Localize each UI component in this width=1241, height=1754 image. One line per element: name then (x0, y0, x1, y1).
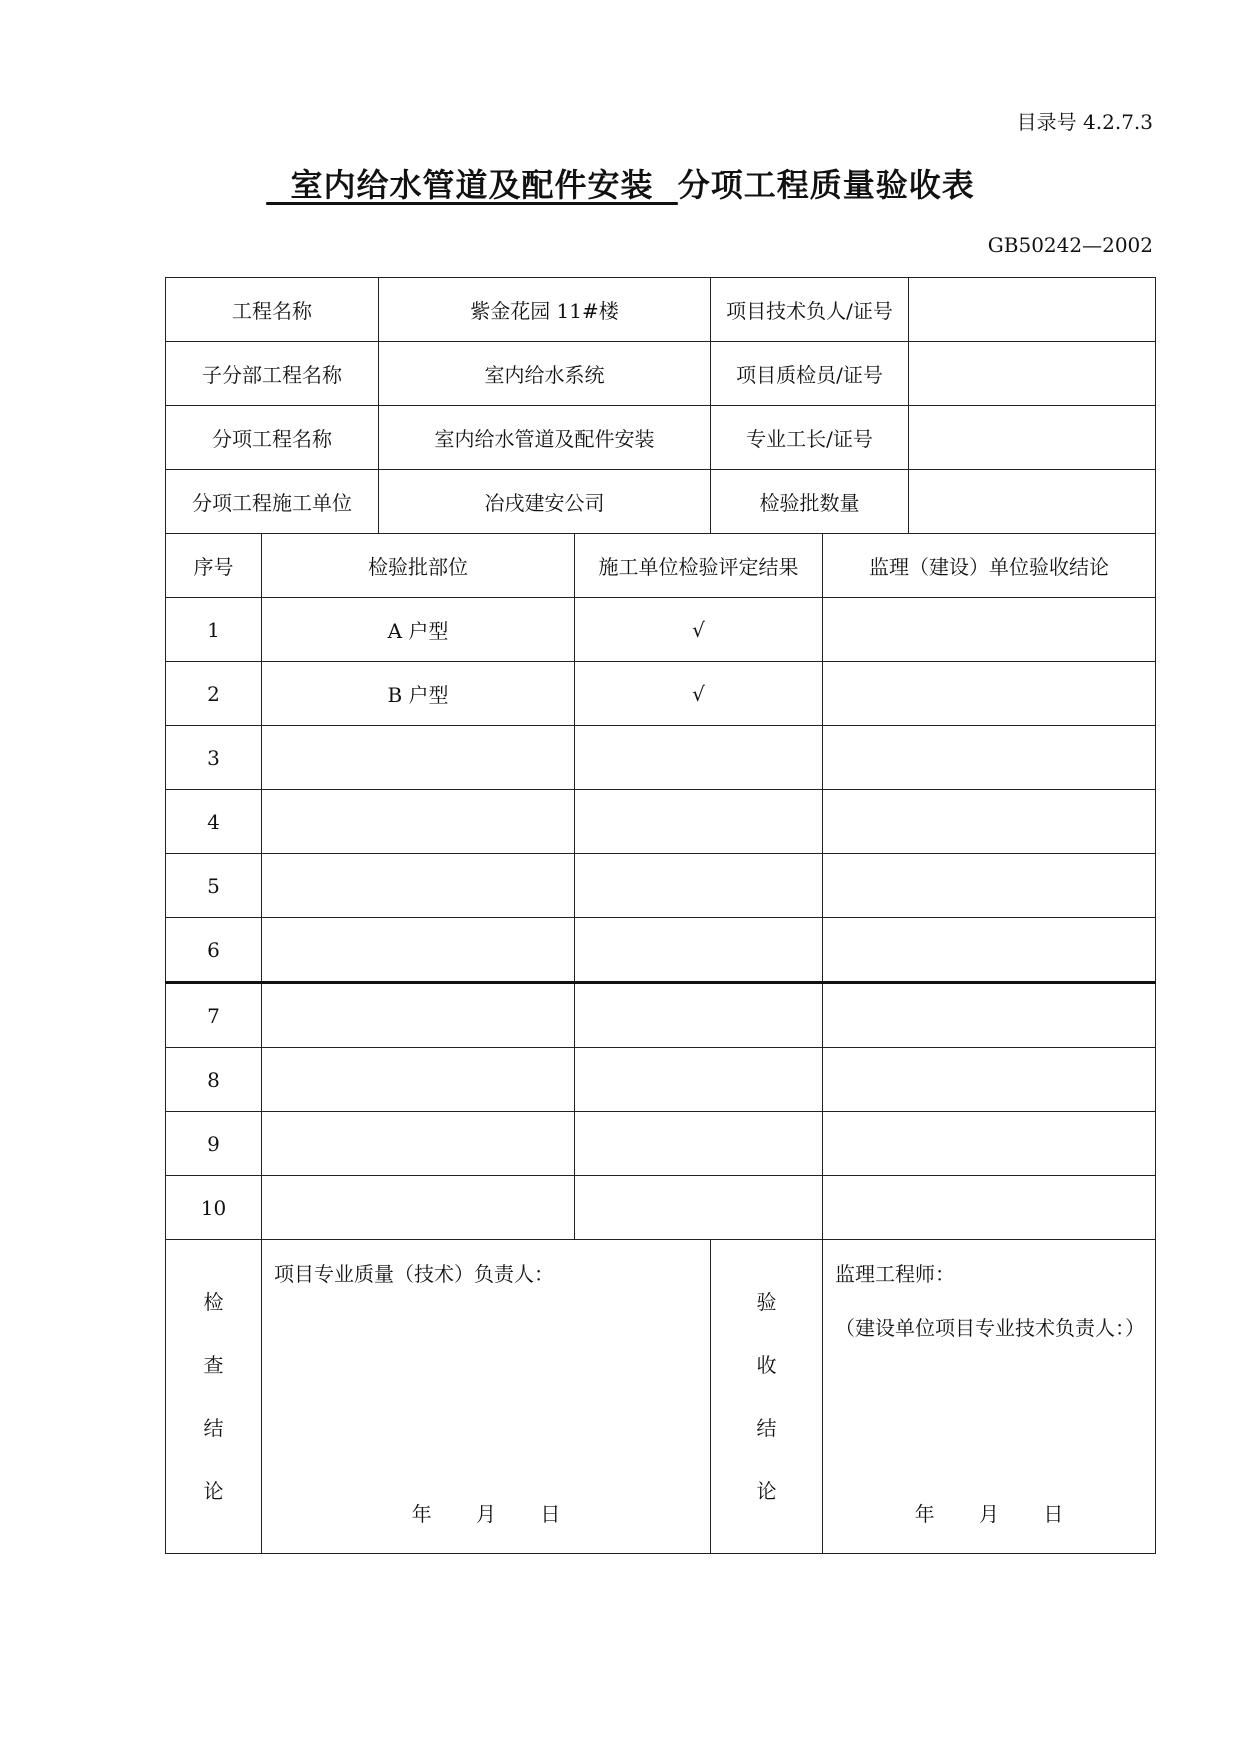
result-cell[interactable] (575, 854, 823, 918)
conclusion-cell[interactable] (823, 726, 1156, 790)
result-cell[interactable] (575, 1176, 823, 1240)
conclusion-cell[interactable] (823, 790, 1156, 854)
sub-division-field[interactable]: 室内给水系统 (379, 342, 711, 406)
item-name-label: 分项工程名称 (166, 406, 379, 470)
accept-conclusion-area[interactable] (823, 1240, 1156, 1554)
info-row-2 (166, 342, 1156, 406)
table-row (166, 726, 1156, 790)
signature-row (166, 1240, 1156, 1554)
batch-part-cell[interactable] (262, 854, 575, 918)
batch-part-cell[interactable] (262, 983, 575, 1048)
owner-representative-label: （建设单位项目专业技术负责人：） (835, 1316, 1145, 1340)
col-header-part: 检验批部位 (262, 534, 575, 598)
result-cell[interactable] (575, 983, 823, 1048)
result-cell[interactable] (575, 726, 823, 790)
title-underlined-part: 室内给水管道及配件安装 (266, 166, 678, 204)
title-rest: 分项工程质量验收表 (677, 166, 975, 204)
row-number: 4 (166, 790, 262, 854)
row-number: 9 (166, 1112, 262, 1176)
project-name-field[interactable]: 紫金花园 11#楼 (379, 278, 711, 342)
table-row (166, 790, 1156, 854)
row-number: 2 (166, 662, 262, 726)
table-row (166, 1048, 1156, 1112)
batch-part-cell[interactable] (262, 790, 575, 854)
col-header-result: 施工单位检验评定结果 (575, 534, 823, 598)
page-title (0, 160, 1241, 206)
contractor-label: 分项工程施工单位 (166, 470, 379, 534)
sub-division-label: 子分部工程名称 (166, 342, 379, 406)
qc-label: 项目质检员/证号 (711, 342, 909, 406)
result-cell[interactable]: √ (575, 662, 823, 726)
row-number: 1 (166, 598, 262, 662)
table-row (166, 1176, 1156, 1240)
row-number: 8 (166, 1048, 262, 1112)
foreman-field[interactable] (909, 406, 1156, 470)
accept-label-char: 结 (756, 1415, 777, 1440)
col-header-conclusion: 监理（建设）单位验收结论 (823, 534, 1156, 598)
batch-part-cell[interactable] (262, 1112, 575, 1176)
batch-part-cell[interactable]: B 户型 (262, 662, 575, 726)
check-label-char: 查 (203, 1352, 224, 1377)
tech-lead-field[interactable] (909, 278, 1156, 342)
table-row (166, 918, 1156, 983)
info-row-4 (166, 470, 1156, 534)
accept-date-line: 年 月 日 (914, 1502, 1064, 1526)
table-row (166, 1112, 1156, 1176)
row-number: 10 (166, 1176, 262, 1240)
accept-conclusion-label (711, 1240, 823, 1554)
check-label-char: 检 (203, 1289, 224, 1314)
conclusion-cell[interactable] (823, 854, 1156, 918)
row-number: 3 (166, 726, 262, 790)
tech-lead-label: 项目技术负人/证号 (711, 278, 909, 342)
conclusion-cell[interactable] (823, 1176, 1156, 1240)
row-number: 5 (166, 854, 262, 918)
standard-code: GB50242—2002 (987, 233, 1153, 257)
conclusion-cell[interactable] (823, 1112, 1156, 1176)
conclusion-cell[interactable] (823, 918, 1156, 983)
check-conclusion-area[interactable] (262, 1240, 711, 1554)
accept-label-char: 论 (756, 1478, 777, 1503)
catalog-number: 目录号 4.2.7.3 (1016, 110, 1153, 134)
supervising-engineer-label: 监理工程师： (835, 1262, 955, 1286)
conclusion-cell[interactable] (823, 662, 1156, 726)
check-conclusion-label (166, 1240, 262, 1554)
batch-part-cell[interactable] (262, 726, 575, 790)
check-date-line: 年 月 日 (411, 1502, 561, 1526)
quality-responsible-label: 项目专业质量（技术）负责人： (274, 1262, 554, 1286)
conclusion-cell[interactable] (823, 598, 1156, 662)
conclusion-cell[interactable] (823, 1048, 1156, 1112)
col-header-no: 序号 (166, 534, 262, 598)
result-cell[interactable] (575, 918, 823, 983)
batch-part-cell[interactable] (262, 1048, 575, 1112)
batch-part-cell[interactable]: A 户型 (262, 598, 575, 662)
acceptance-table (165, 277, 1156, 1554)
project-name-label: 工程名称 (166, 278, 379, 342)
foreman-label: 专业工长/证号 (711, 406, 909, 470)
item-name-field[interactable]: 室内给水管道及配件安装 (379, 406, 711, 470)
contractor-field[interactable]: 冶戌建安公司 (379, 470, 711, 534)
check-label-char: 结 (203, 1415, 224, 1440)
batch-count-label: 检验批数量 (711, 470, 909, 534)
result-cell[interactable] (575, 790, 823, 854)
accept-label-char: 验 (756, 1289, 777, 1314)
qc-field[interactable] (909, 342, 1156, 406)
table-row (166, 598, 1156, 662)
table-row (166, 854, 1156, 918)
result-cell[interactable] (575, 1048, 823, 1112)
row-number: 7 (166, 983, 262, 1048)
table-row (166, 662, 1156, 726)
column-header-row (166, 534, 1156, 598)
accept-label-char: 收 (756, 1352, 777, 1377)
check-label-char: 论 (203, 1478, 224, 1503)
table-row (166, 983, 1156, 1048)
row-number: 6 (166, 918, 262, 983)
info-row-3 (166, 406, 1156, 470)
batch-part-cell[interactable] (262, 1176, 575, 1240)
result-cell[interactable]: √ (575, 598, 823, 662)
info-row-1 (166, 278, 1156, 342)
batch-count-field[interactable] (909, 470, 1156, 534)
conclusion-cell[interactable] (823, 983, 1156, 1048)
batch-part-cell[interactable] (262, 918, 575, 983)
result-cell[interactable] (575, 1112, 823, 1176)
